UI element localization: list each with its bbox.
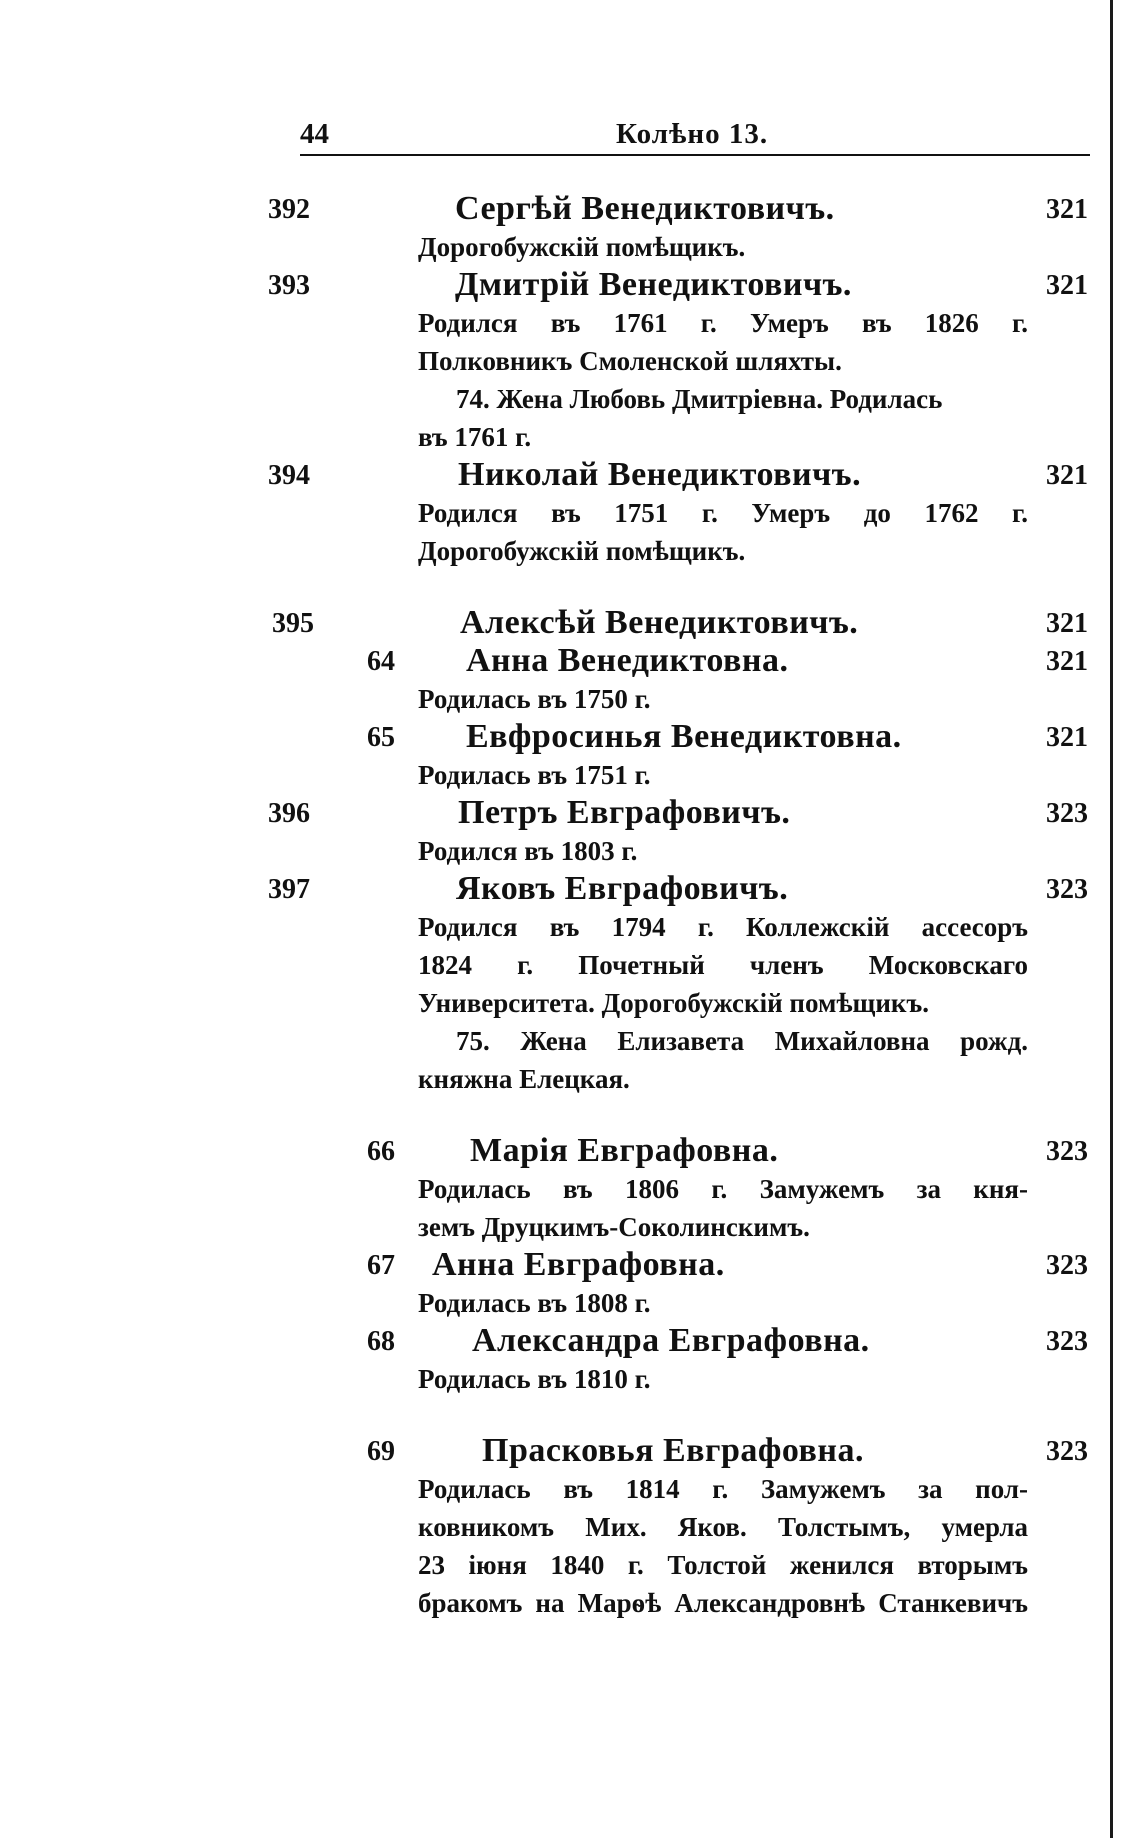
page-title: Колѣно 13. (616, 118, 769, 150)
entry-66 (0, 1132, 1100, 1246)
entry-number: 67 (367, 1250, 395, 1281)
entry-text-line: Родилась въ 1806 г. Замужемъ за кня- (418, 1174, 1028, 1204)
spouse-text-line: 75. Жена Елизавета Михайловна рожд. (456, 1026, 1028, 1056)
entry-number: 68 (367, 1326, 395, 1357)
page-number: 44 (300, 118, 329, 150)
entry-text-line: Полковникъ Смоленской шляхты. (418, 346, 842, 376)
entry-number: 395 (272, 608, 314, 639)
entry-text-line: Родилась въ 1814 г. Замужемъ за пол- (418, 1474, 1028, 1504)
entry-number: 65 (367, 722, 395, 753)
person-name: Прасковья Евграфовна. (482, 1432, 864, 1469)
entry-text-line: 1824 г. Почетный членъ Московскаго (418, 950, 1028, 980)
entry-text-line: Университета. Дорогобужскій помѣщикъ. (418, 988, 929, 1018)
parent-reference: 321 (1046, 722, 1088, 753)
entry-394 (0, 456, 1100, 570)
person-name: Петръ Евграфовичъ. (458, 794, 791, 831)
person-name: Николай Венедиктовичъ. (458, 456, 862, 493)
entry-397 (0, 870, 1100, 1098)
entry-text-line: Дорогобужскій помѣщикъ. (418, 536, 746, 566)
entry-number: 394 (268, 460, 310, 491)
entry-text-line: бракомъ на Марѳѣ Александровнѣ Станкевичъ (418, 1588, 1028, 1618)
entry-text-line: Родилась въ 1810 г. (418, 1364, 651, 1394)
entry-67 (0, 1246, 1100, 1322)
entry-number: 69 (367, 1436, 395, 1467)
parent-reference: 323 (1046, 1250, 1088, 1281)
parent-reference: 321 (1046, 646, 1088, 677)
entry-text-line: Родился въ 1761 г. Умеръ въ 1826 г. (418, 308, 1028, 338)
entry-text-line: земъ Друцкимъ-Соколинскимъ. (418, 1212, 810, 1242)
entry-64 (0, 642, 1100, 718)
entry-69 (0, 1432, 1100, 1622)
entry-number: 397 (268, 874, 310, 905)
parent-reference: 321 (1046, 194, 1088, 225)
parent-reference: 323 (1046, 1136, 1088, 1167)
entry-text-line: Дорогобужскій помѣщикъ. (418, 232, 746, 262)
page-edge-line (1110, 0, 1113, 1838)
parent-reference: 321 (1046, 460, 1088, 491)
person-name: Сергѣй Венедиктовичъ. (455, 190, 835, 227)
entry-text-line: Родилась въ 1750 г. (418, 684, 651, 714)
entry-68 (0, 1322, 1100, 1398)
entry-text-line: Родилась въ 1808 г. (418, 1288, 651, 1318)
spouse-text-line: 74. Жена Любовь Дмитріевна. Родилась (456, 384, 943, 414)
person-name: Марія Евграфовна. (470, 1132, 779, 1169)
spouse-text-line: княжна Елецкая. (418, 1064, 630, 1094)
person-name: Евфросинья Венедиктовна. (466, 718, 902, 755)
person-name: Дмитрій Венедиктовичъ. (455, 266, 852, 303)
page-header (300, 118, 1090, 156)
parent-reference: 321 (1046, 608, 1088, 639)
parent-reference: 323 (1046, 874, 1088, 905)
entry-392 (0, 190, 1100, 266)
entry-text-line: Родился въ 1751 г. Умеръ до 1762 г. (418, 498, 1028, 528)
spouse-text-line: въ 1761 г. (418, 422, 532, 452)
entry-393 (0, 266, 1100, 456)
entry-395 (0, 604, 1100, 642)
entry-text-line: ковникомъ Мих. Яков. Толстымъ, умерла (418, 1512, 1028, 1542)
entry-number: 393 (268, 270, 310, 301)
entry-text-line: Родился въ 1803 г. (418, 836, 638, 866)
entry-396 (0, 794, 1100, 870)
entry-number: 396 (268, 798, 310, 829)
genealogy-list (0, 190, 1100, 1622)
person-name: Анна Венедиктовна. (466, 642, 789, 679)
entry-number: 66 (367, 1136, 395, 1167)
person-name: Анна Евграфовна. (432, 1246, 725, 1283)
person-name: Алексѣй Венедиктовичъ. (460, 604, 859, 641)
parent-reference: 321 (1046, 270, 1088, 301)
entry-text-line: 23 іюня 1840 г. Толстой женился вторымъ (418, 1550, 1028, 1580)
parent-reference: 323 (1046, 1436, 1088, 1467)
entry-number: 64 (367, 646, 395, 677)
entry-number: 392 (268, 194, 310, 225)
entry-text-line: Родился въ 1794 г. Коллежскій ассесоръ (418, 912, 1028, 942)
entry-text-line: Родилась въ 1751 г. (418, 760, 651, 790)
person-name: Александра Евграфовна. (472, 1322, 870, 1359)
parent-reference: 323 (1046, 1326, 1088, 1357)
parent-reference: 323 (1046, 798, 1088, 829)
person-name: Яковъ Евграфовичъ. (456, 870, 789, 907)
entry-65 (0, 718, 1100, 794)
